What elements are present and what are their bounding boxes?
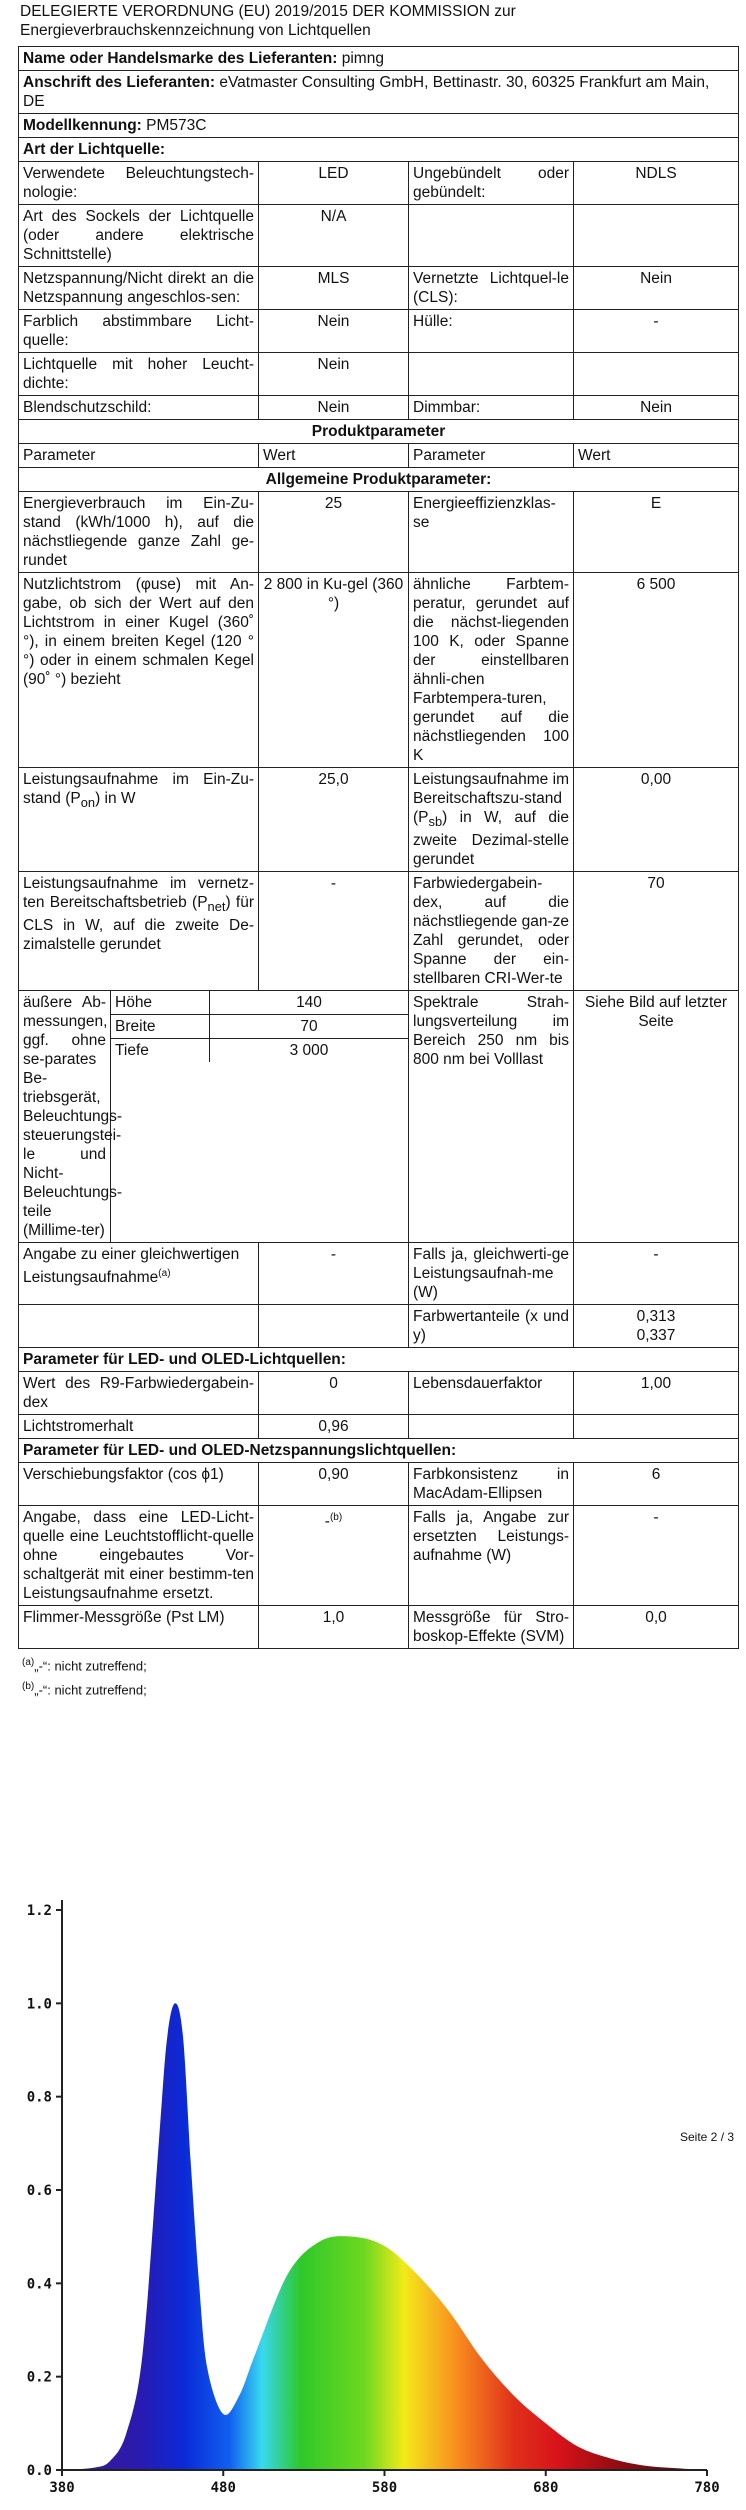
param-value: MLS [259,267,409,310]
r9-row [19,1372,739,1415]
param-value: Nein [259,353,409,396]
param-label: Farblich abstimmbare Licht-quelle: [19,310,259,353]
param-label: Verwendete Beleuchtungstech-nologie: [19,162,259,205]
x-tick-label: 780 [694,2480,720,2496]
document-header [18,0,738,46]
column-header-parameter: Parameter [19,444,259,468]
dimension-row [111,1039,408,1063]
spectral-distribution-label: Spektrale Strah-lungsverteilung im Bereich 250 nm bis 800 nm bei Volllast [409,991,574,1243]
luminous-flux-label: Nutzlichtstrom (φuse) mit An-gabe, ob sich der Wert auf den Lichtstrom in einer Kugel (360˚ °), in einem breiten Kegel (120 °°) oder in einem schmalen Kegel (90˚ °) bezieht [19,573,259,768]
equivalent-power-row [19,1243,739,1305]
led-mains-heading: Parameter für LED- und OLED-Netzspannungslichtquellen: [19,1439,739,1463]
param-label: Ungebündelt oder gebündelt: [409,162,574,205]
equivalent-power-value: - [259,1243,409,1305]
light-source-type-heading-row [19,138,739,162]
dimension-row [111,991,408,1015]
networked-standby-label: Leistungsaufnahme im vernetz-ten Bereitschaftsbetrieb $(P_{net})$ für CLS in W, auf die zweite De-zimalstelle gerundet [19,872,259,991]
footnotes [18,1652,738,1701]
flicker-value: 1,0 [259,1606,409,1649]
dimension-value: 3 000 [289,1042,329,1060]
footnote-b: $^{(b)}$„-“: nicht zutreffend; [22,1681,147,1698]
power-factor-label: Verschiebungsfaktor (cos ϕ1) [19,1463,259,1506]
footnote-a: $^{(a)}$„-“: nicht zutreffend; [22,1657,147,1674]
supplier-name-label: Name oder Handelsmarke des Lieferanten: [23,50,338,67]
supplier-address-value: eVatmaster Consulting GmbH, Bettinastr. 30, 60325 Frankfurt am Main, DE [23,74,710,110]
power-factor-value: 0,90 [259,1463,409,1506]
general-params-heading: Allgemeine Produktparameter: [19,468,739,492]
supplier-name-value: pimng [341,50,384,67]
param-label: Netzspannung/Nicht direkt an die Netzspannung angeschlos-sen: [19,267,259,310]
product-params-heading-row [19,420,739,444]
dimension-name: Breite [111,1015,210,1039]
luminous-flux-row [19,573,739,768]
flicker-row [19,1606,739,1649]
supplier-address-label: Anschrift des Lieferanten: [23,74,216,91]
dimension-name: Höhe [111,991,210,1015]
chromaticity-value: 0,313 0,337 [574,1305,739,1348]
light-source-row [19,353,739,396]
energy-consumption-label: Energieverbrauch im Ein-Zu-stand (kWh/1000 h), auf die nächstliegende ganze Zahl ge-rundet [19,492,259,573]
survival-factor-label: Lebensdauerfaktor [409,1372,574,1415]
column-header-value: Wert [574,444,739,468]
y-tick-label: 0.0 [26,2463,52,2479]
light-source-row [19,396,739,420]
param-value: LED [259,162,409,205]
color-temperature-value: 6 500 [574,573,739,768]
luminous-flux-value: 2 800 in Ku-gel (360 °) [259,573,409,768]
light-source-row [19,310,739,353]
x-tick-label: 680 [533,2480,559,2496]
param-value: - [574,310,739,353]
regulation-title-line1: DELEGIERTE VERORDNUNG (EU) 2019/2015 DER KOMMISSION zur [20,3,516,20]
energy-class-label: Energieeffizienzklas-se [409,492,574,573]
r9-value: 0 [259,1372,409,1415]
led-mains-heading-row [19,1439,739,1463]
document [18,0,738,1701]
color-temperature-label: ähnliche Farbtem-peratur, gerundet auf die nächst-liegenden 100 K, oder Spanne der einstellbaren ähnli-chen Farbtempera-turen, gerundet auf die nächstliegenden 100 K [409,573,574,768]
networked-standby-row [19,872,739,991]
power-on-value: 25,0 [259,768,409,872]
r9-label: Wert des R9-Farbwiedergabein-dex [19,1372,259,1415]
lumen-maintenance-row [19,1415,739,1439]
replacement-label: Angabe, dass eine LED-Licht-quelle eine Leuchtstofflicht-quelle ohne eingebautes Vor-schaltgerät mit einer bestimm-ten Leistungsaufnahme ersetzt. [19,1506,259,1606]
networked-standby-value: - [259,872,409,991]
y-tick-label: 0.2 [26,2369,52,2386]
power-on-row [19,768,739,872]
replaced-power-label: Falls ja, Angabe zur ersetzten Leistungs-aufnahme (W) [409,1506,574,1606]
power-on-label: Leistungsaufnahme im Ein-Zu-stand $(P_{on})$ in W [19,768,259,872]
param-label: Lichtquelle mit hoher Leucht-dichte: [19,353,259,396]
survival-factor-value: 1,00 [574,1372,739,1415]
supplier-address-row [19,71,739,114]
dimensions-row [19,991,739,1243]
energy-class-value: E [574,492,739,573]
param-value: NDLS [574,162,739,205]
supplier-name-row [19,47,739,71]
column-header-parameter: Parameter [409,444,574,468]
column-header-row [19,444,739,468]
model-row [19,114,739,138]
dimension-value: 70 [210,1015,409,1039]
model-label: Modellkennung: [23,117,142,134]
stroboscopic-value: 0,0 [574,1606,739,1649]
cri-label: Farbwiedergabein-dex, auf die nächstliegende gan-ze Zahl gerundet, oder Spanne der ein-stellbaren CRI-Wer-te [409,872,574,991]
param-value: Nein [259,396,409,420]
led-oled-heading-row [19,1348,739,1372]
chromaticity-row [19,1305,739,1348]
param-value [574,353,739,396]
replacement-value: -$^{(b)}$ [259,1506,409,1606]
y-tick-label: 0.8 [26,2089,52,2106]
plot-area [27,1900,720,2496]
column-header-value: Wert [259,444,409,468]
regulation-title-line2: Energieverbrauchskennzeichnung von Lichtquellen [20,22,371,39]
param-label: Dimmbar: [409,396,574,420]
lumen-maintenance-value: 0,96 [259,1415,409,1439]
equivalent-power-label: Angabe zu einer gleichwertigen Leistungsaufnahme$^{(a)}$ [19,1243,259,1305]
product-params-heading: Produktparameter [19,420,739,444]
page-number: Seite 2 / 3 [680,2130,735,2144]
spectral-distribution-chart [0,1850,746,2510]
param-value: Nein [574,267,739,310]
y-tick-label: 0.6 [26,2183,52,2199]
light-source-row [19,162,739,205]
dimensions-label: äußere Ab-messungen, ggf. ohne se-parates Be-triebsgerät, Beleuchtungs-steuerungstei-le und Nicht-Beleuchtungs-teile (Millime-ter) [19,991,111,1242]
spectral-distribution-value: Siehe Bild auf letzter Seite [574,991,739,1243]
param-label [409,205,574,267]
y-tick-label: 0.4 [26,2276,52,2293]
y-tick-label: 1.2 [26,1903,52,1919]
equivalent-power-amount-label: Falls ja, gleichwerti-ge Leistungsaufnah-me (W) [409,1243,574,1305]
model-value: PM573C [146,117,207,134]
param-value: N/A [259,205,409,267]
param-label: Hülle: [409,310,574,353]
param-value: Nein [259,310,409,353]
dimension-row [111,1015,408,1039]
lumen-maintenance-label: Lichtstromerhalt [19,1415,259,1439]
dimension-value: 140 [210,991,409,1015]
param-label [409,353,574,396]
param-value: Nein [574,396,739,420]
led-oled-heading: Parameter für LED- und OLED-Lichtquellen: [19,1348,739,1372]
x-tick-label: 480 [210,2480,236,2496]
x-tick-label: 580 [371,2480,398,2496]
x-tick-label: 380 [49,2480,75,2496]
light-source-type-heading: Art der Lichtquelle: [19,138,739,162]
general-params-heading-row [19,468,739,492]
param-value [574,205,739,267]
light-source-row [19,205,739,267]
param-label: Blendschutzschild: [19,396,259,420]
equivalent-power-amount-value: - [574,1243,739,1305]
flicker-label: Flimmer-Messgröße (Pst LM) [19,1606,259,1649]
energy-consumption-row [19,492,739,573]
light-source-row [19,267,739,310]
param-label: Vernetzte Lichtquel-le (CLS): [409,267,574,310]
standby-power-value: 0,00 [574,768,739,872]
stroboscopic-label: Messgröße für Stro-boskop-Effekte (SVM) [409,1606,574,1649]
replacement-row [19,1506,739,1606]
cri-value: 70 [574,872,739,991]
y-tick-label: 1.0 [26,1996,52,2013]
param-label: Art des Sockels der Lichtquelle (oder andere elektrische Schnittstelle) [19,205,259,267]
standby-power-label: Leistungsaufnahme im Bereitschaftszu-stand $(P_{sb})$ in W, auf die zweite Dezimal-stelle gerundet [409,768,574,872]
product-information-table [18,46,739,1649]
replaced-power-value: - [574,1506,739,1606]
color-consistency-label: Farbkonsistenz in MacAdam-Ellipsen [409,1463,574,1506]
dimension-name: Tiefe [111,1039,210,1063]
dimensions-table [111,991,408,1062]
chromaticity-label: Farbwertanteile (x und y) [409,1305,574,1348]
color-consistency-value: 6 [574,1463,739,1506]
power-factor-row [19,1463,739,1506]
spectrum-area [62,2003,707,2470]
energy-consumption-value: 25 [259,492,409,573]
